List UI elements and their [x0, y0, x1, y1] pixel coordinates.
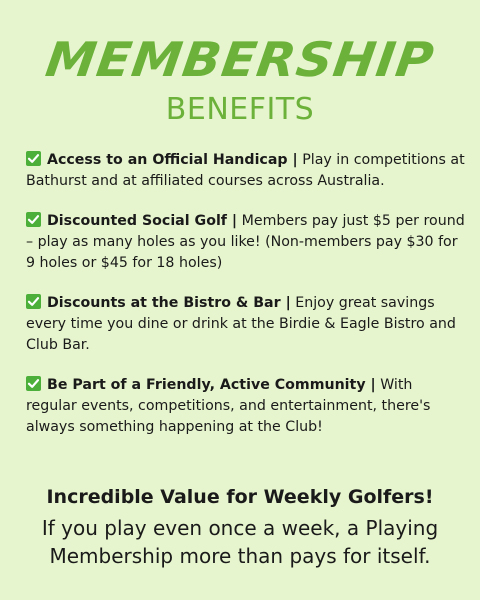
- page-subtitle: BENEFITS: [165, 92, 315, 127]
- benefit-text: Members pay just $5 per round – play as many holes as you like! (Non-members pay $30 for 9 holes or $45 for 18 holes): [26, 213, 465, 271]
- benefit-item-handicap: [26, 150, 466, 192]
- benefit-item-social-golf: [26, 211, 466, 274]
- benefit-heading: Discounted Social Golf |: [47, 213, 238, 229]
- footer: [0, 484, 480, 570]
- benefit-text: Play in competitions at Bathurst and at affiliated courses across Australia.: [26, 152, 465, 189]
- benefit-text: Enjoy great savings every time you dine or drink at the Birdie & Eagle Bistro and Club Bar.: [26, 295, 456, 353]
- footer-body: If you play even once a week, a Playing Membership more than pays for itself.: [41, 516, 439, 568]
- page-title: MEMBERSHIP: [42, 32, 438, 88]
- benefit-heading: Be Part of a Friendly, Active Community |: [47, 377, 376, 393]
- benefit-item-bistro-bar: [26, 293, 466, 356]
- benefit-item-community: [26, 375, 466, 438]
- benefit-heading: Discounts at the Bistro & Bar |: [47, 295, 291, 311]
- benefits-list: [26, 150, 466, 457]
- check-mark-icon: [26, 294, 41, 309]
- check-mark-icon: [26, 376, 41, 391]
- footer-heading: Incredible Value for Weekly Golfers!: [46, 486, 434, 508]
- check-mark-icon: [26, 151, 41, 166]
- check-mark-icon: [26, 212, 41, 227]
- benefit-heading: Access to an Official Handicap |: [47, 152, 298, 168]
- benefit-text: With regular events, competitions, and entertainment, there's always something happening at the Club!: [26, 377, 431, 435]
